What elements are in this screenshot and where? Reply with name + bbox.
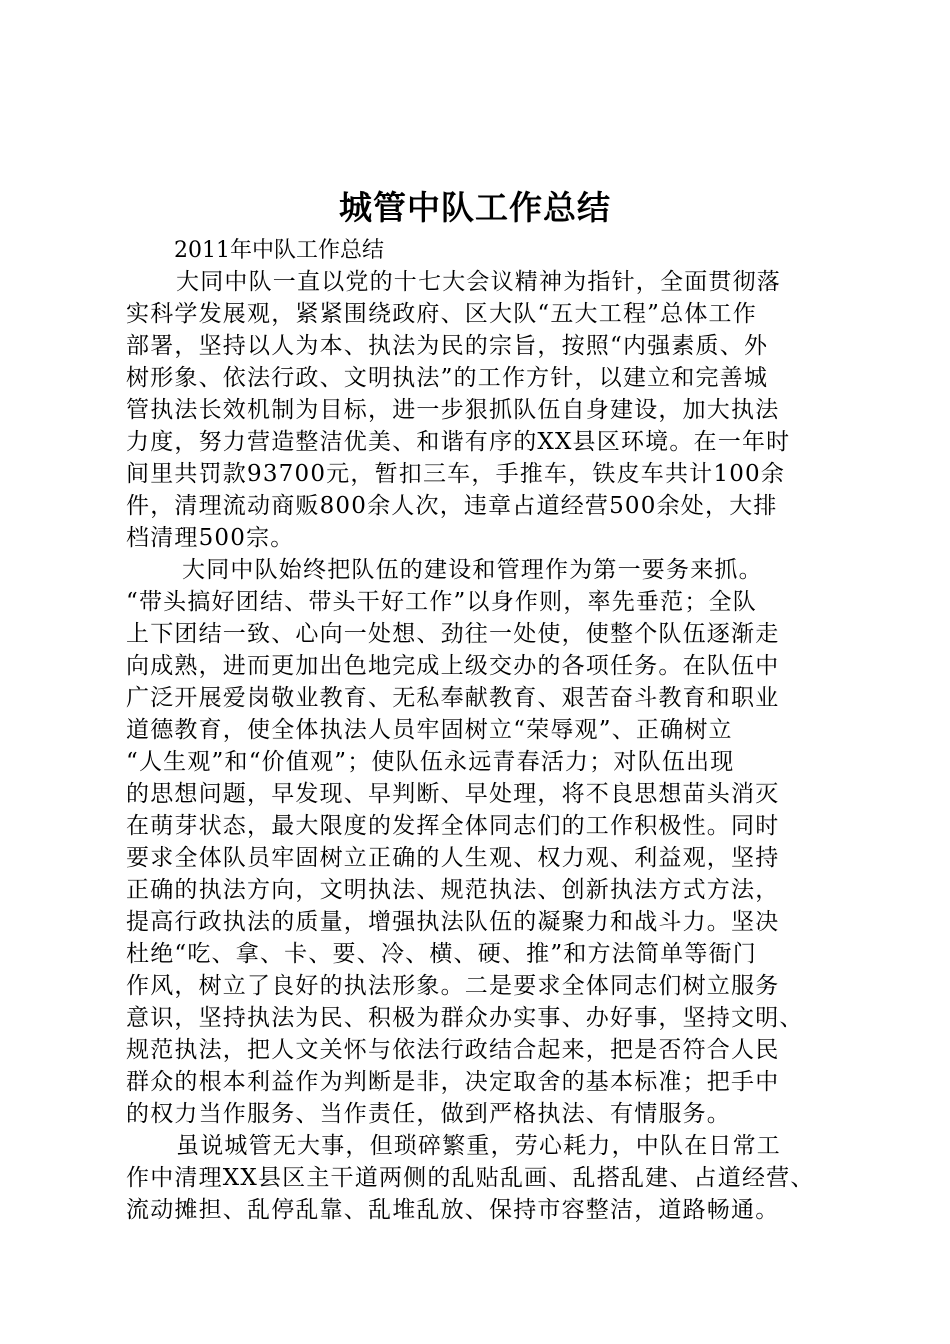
paragraph-line: 上下团结一致、心向一处想、劲往一处使，使整个队伍逐渐走 xyxy=(126,621,780,647)
document-subtitle: 2011年中队工作总结 xyxy=(174,238,384,263)
document-body xyxy=(126,266,836,1226)
paragraph-line: 作风，树立了良好的执法形象。二是要求全体同志们树立服务 xyxy=(126,973,780,999)
paragraph-line: 大同中队一直以党的十七大会议精神为指针，全面贯彻落 xyxy=(176,269,781,295)
paragraph-line: 意识，坚持执法为民、积极为群众办实事、办好事，坚持文明、 xyxy=(126,1005,804,1031)
document-title: 城管中队工作总结 xyxy=(339,188,611,227)
paragraph-3 xyxy=(126,1130,836,1226)
paragraph-line: 力度，努力营造整洁优美、和谐有序的XX县区环境。在一年时 xyxy=(126,429,791,455)
paragraph-line: 规范执法，把人文关怀与依法行政结合起来，把是否符合人民 xyxy=(126,1037,780,1063)
paragraph-line: 作中清理XX县区主干道两侧的乱贴乱画、乱搭乱建、占道经营、 xyxy=(126,1165,815,1191)
paragraph-line: 的思想问题，早发现、早判断、早处理，将不良思想苗头消灭 xyxy=(126,781,780,807)
paragraph-line: 道德教育，使全体执法人员牢固树立“荣辱观”、正确树立 xyxy=(126,717,733,743)
paragraph-1 xyxy=(126,266,836,554)
paragraph-line: 向成熟，进而更加出色地完成上级交办的各项任务。在队伍中 xyxy=(126,653,780,679)
paragraph-line: 虽说城管无大事，但琐碎繁重，劳心耗力，中队在日常工 xyxy=(176,1133,781,1159)
paragraph-line: 部署，坚持以人为本、执法为民的宗旨，按照“内强素质、外 xyxy=(126,333,769,359)
paragraph-line: 在萌芽状态，最大限度的发挥全体同志们的工作积极性。同时 xyxy=(126,813,780,839)
paragraph-line: 提高行政执法的质量，增强执法队伍的凝聚力和战斗力。坚决 xyxy=(126,909,780,935)
paragraph-line: 正确的执法方向，文明执法、规范执法、创新执法方式方法， xyxy=(126,877,780,903)
paragraph-line: “带头搞好团结、带头干好工作”以身作则，率先垂范；全队 xyxy=(126,589,757,615)
paragraph-line: 的权力当作服务、当作责任，做到严格执法、有情服务。 xyxy=(126,1101,731,1127)
paragraph-line: “人生观”和“价值观”；使队伍永远青春活力；对队伍出现 xyxy=(126,749,735,775)
paragraph-line: 流动摊担、乱停乱靠、乱堆乱放、保持市容整洁，道路畅通。 xyxy=(126,1197,780,1223)
paragraph-2 xyxy=(126,554,836,1130)
paragraph-line: 大同中队始终把队伍的建设和管理作为第一要务来抓。 xyxy=(182,557,763,583)
paragraph-line: 管执法长效机制为目标，进一步狠抓队伍自身建设，加大执法 xyxy=(126,397,780,423)
paragraph-line: 树形象、依法行政、文明执法”的工作方针，以建立和完善城 xyxy=(126,365,769,391)
paragraph-line: 实科学发展观，紧紧围绕政府、区大队“五大工程”总体工作 xyxy=(126,301,757,327)
paragraph-line: 群众的根本利益作为判断是非，决定取舍的基本标准；把手中 xyxy=(126,1069,780,1095)
paragraph-line: 档清理500宗。 xyxy=(126,525,295,551)
paragraph-line: 杜绝“吃、拿、卡、要、冷、横、硬、推”和方法简单等衙门 xyxy=(126,941,757,967)
paragraph-line: 广泛开展爱岗敬业教育、无私奉献教育、艰苦奋斗教育和职业 xyxy=(126,685,780,711)
paragraph-line: 要求全体队员牢固树立正确的人生观、权力观、利益观，坚持 xyxy=(126,845,780,871)
paragraph-line: 间里共罚款93700元，暂扣三车，手推车，铁皮车共计100余 xyxy=(126,461,786,487)
paragraph-line: 件，清理流动商贩800余人次，违章占道经营500余处，大排 xyxy=(126,493,778,519)
